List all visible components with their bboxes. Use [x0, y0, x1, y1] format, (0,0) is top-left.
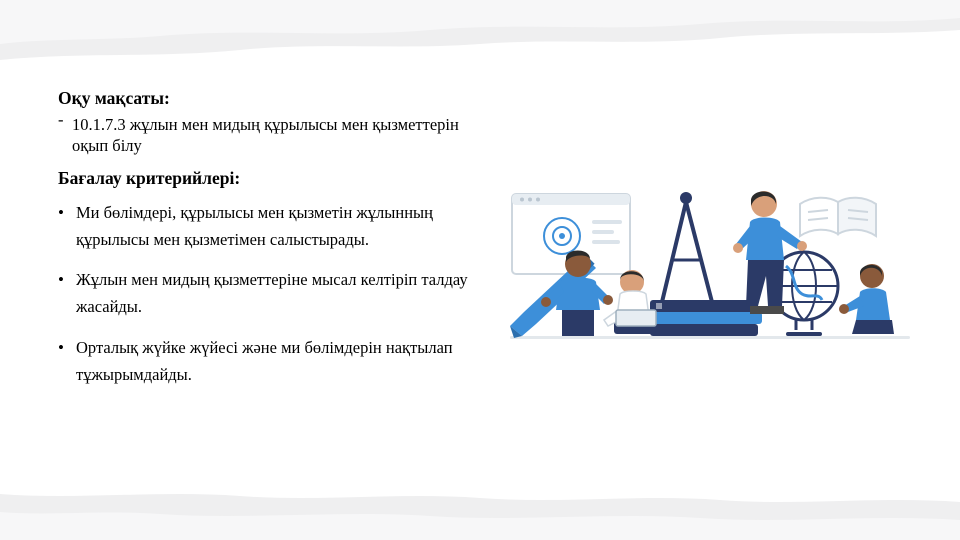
- bullet-icon: •: [58, 202, 64, 222]
- dash-marker: -: [58, 109, 64, 129]
- slide-text-content: [58, 88, 498, 402]
- books-stack: [644, 300, 762, 336]
- open-book-shape: [800, 198, 876, 236]
- objective-item-text: 10.1.7.3 жұлын мен мидың құрылысы мен қызметтерін оқып білу: [72, 114, 459, 155]
- list-item: [58, 200, 498, 253]
- torn-paper-top-edge: [0, 0, 960, 70]
- list-item: [58, 335, 498, 388]
- criteria-item-text: Жұлын мен мидың қызметтеріне мысал келтіріп талдау жасайды.: [76, 270, 468, 317]
- objective-heading: Оқу мақсаты:: [58, 88, 170, 108]
- person-seated-right: [839, 264, 894, 334]
- criteria-list: [58, 200, 498, 388]
- criteria-item-text: Орталық жүйке жүйесі және ми бөлімдерін нақтылап тұжырымдайды.: [76, 337, 453, 384]
- bullet-icon: •: [58, 270, 64, 290]
- compass-shape: [662, 192, 712, 302]
- list-item: [58, 267, 498, 320]
- objective-item: [58, 109, 498, 156]
- criteria-heading: Бағалау критерийлері:: [58, 168, 241, 189]
- criteria-item-text: Ми бөлімдері, құрылысы мен қызметін жұлынның құрылысы мен қызметімен салыстырады.: [76, 202, 433, 249]
- education-illustration: [500, 160, 920, 360]
- torn-paper-bottom-edge: [0, 480, 960, 540]
- bullet-icon: •: [58, 337, 64, 357]
